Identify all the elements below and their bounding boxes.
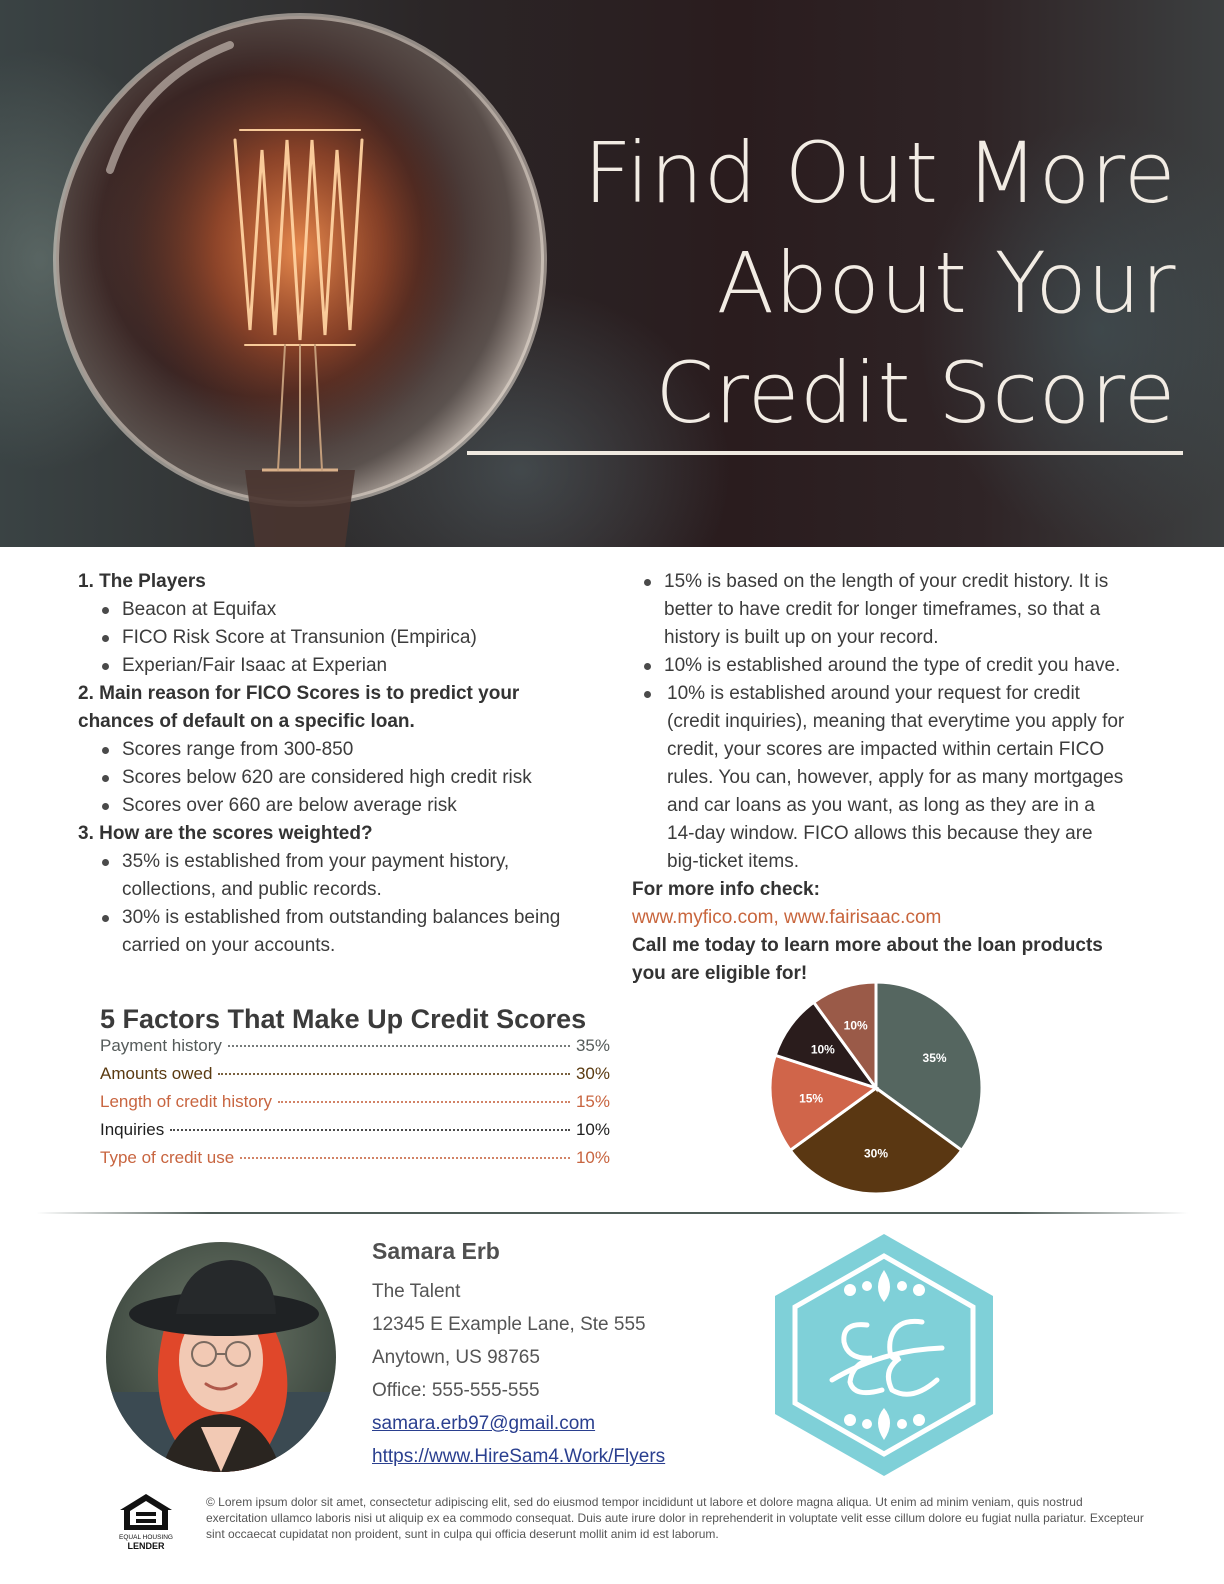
cta-line: you are eligible for! [632, 963, 808, 984]
list-item: Experian/Fair Isaac at Experian [78, 652, 618, 680]
equal-housing-lender-icon [116, 1492, 176, 1552]
pie-slice-label: 35% [922, 1051, 947, 1066]
hero-title [476, 118, 1176, 448]
scores-list [78, 736, 618, 820]
list-item-line: rules. You can, however, apply for as many mortgages [667, 767, 1124, 788]
list-item: Scores over 660 are below average risk [78, 792, 618, 820]
contact-address-line2: Anytown, US 98765 [372, 1347, 540, 1368]
factor-label: Length of credit history [100, 1092, 272, 1111]
list-item-line: 10% is established around your request for credit [667, 683, 1080, 704]
factor-row [100, 1092, 610, 1120]
list-item [78, 848, 618, 904]
factor-value: 10% [575, 1120, 610, 1139]
pie-slice-label: 10% [810, 1042, 835, 1057]
hero-title-line: Credit Score [655, 344, 1176, 442]
list-item-line: 10% is established around the type of credit you have. [664, 655, 1121, 676]
factor-row [100, 1064, 610, 1092]
list-item [632, 652, 1162, 680]
contact-name: Samara Erb [372, 1238, 500, 1264]
pie-slice-label: 15% [799, 1091, 824, 1106]
list-item-line: carried on your accounts. [122, 935, 336, 956]
leader-dots [228, 1045, 570, 1047]
list-item-line: history is built up on your record. [664, 627, 939, 648]
list-item [78, 904, 618, 960]
contact-title: The Talent [372, 1281, 461, 1302]
pie-slice-label: 10% [843, 1018, 868, 1033]
eho-text-line2: LENDER [127, 1541, 165, 1551]
list-item-line: credit, your scores are impacted within certain FICO [667, 739, 1105, 760]
section-heading-weighting: 3. How are the scores weighted? [78, 823, 373, 844]
weighting-list-continued [632, 568, 1162, 876]
list-item-line: and car loans as you want, as long as they are in a [667, 795, 1095, 816]
list-item: Beacon at Equifax [78, 596, 618, 624]
weighting-list [78, 848, 618, 960]
list-item: FICO Risk Score at Transunion (Empirica) [78, 624, 618, 652]
info-links[interactable]: www.myfico.com, www.fairisaac.com [632, 907, 942, 928]
list-item-line: 14-day window. FICO allows this because they are [667, 823, 1093, 844]
factor-label: Inquiries [100, 1120, 165, 1139]
credit-factors-pie-chart [766, 978, 986, 1198]
avatar [106, 1242, 336, 1472]
info-heading: For more info check: [632, 879, 820, 900]
pie-slice-label: 30% [863, 1146, 889, 1161]
list-item-line: 35% is established from your payment history, [122, 851, 510, 872]
section-heading-main-reason [78, 680, 618, 736]
right-column [632, 568, 1162, 988]
leader-dots [170, 1129, 570, 1131]
factors-table [100, 1036, 610, 1176]
factor-label: Amounts owed [100, 1064, 213, 1083]
leader-dots [278, 1101, 570, 1103]
factor-label: Type of credit use [100, 1148, 235, 1167]
hero-banner [0, 0, 1224, 547]
factor-value: 15% [575, 1092, 610, 1111]
eho-text-line1: EQUAL HOUSING [119, 1534, 173, 1541]
players-list [78, 596, 618, 680]
factor-value: 30% [575, 1064, 610, 1083]
leader-dots [240, 1157, 570, 1159]
list-item: Scores below 620 are considered high credit risk [78, 764, 618, 792]
contact-office-phone: Office: 555-555-555 [372, 1380, 540, 1401]
cta-line: Call me today to learn more about the loan products [632, 935, 1103, 956]
factor-row [100, 1036, 610, 1064]
left-column [78, 568, 618, 960]
contact-address-line1: 12345 E Example Lane, Ste 555 [372, 1314, 646, 1335]
hero-divider [467, 451, 1183, 455]
factor-row [100, 1148, 610, 1176]
heading-line: chances of default on a specific loan. [78, 711, 415, 732]
list-item: Scores range from 300-850 [78, 736, 618, 764]
contact-website-link[interactable]: https://www.HireSam4.Work/Flyers [372, 1446, 666, 1467]
contact-card [372, 1238, 665, 1473]
list-item-line: (credit inquiries), meaning that everytime you apply for [667, 711, 1125, 732]
section-divider [36, 1212, 1188, 1214]
section-heading-players: 1. The Players [78, 571, 206, 592]
hero-title-line: About Your [716, 234, 1176, 332]
monogram-logo [772, 1230, 997, 1480]
list-item-line: 15% is based on the length of your credit history. It is [664, 571, 1109, 592]
factor-label: Payment history [100, 1036, 222, 1055]
factor-row [100, 1120, 610, 1148]
leader-dots [218, 1073, 570, 1075]
factor-value: 35% [575, 1036, 610, 1055]
list-item-line: big-ticket items. [667, 851, 799, 872]
legal-disclaimer: © Lorem ipsum dolor sit amet, consectetur adipiscing elit, sed do eiusmod tempor incididunt ut labore et dolore magna aliqua. Ut enim ad minim veniam, quis nostrud exercitation ullamco laboris nisi ut aliquip ex ea commodo consequat. Duis aute irure dolor in reprehenderit in voluptate velit esse cillum dolore eu fugiat nulla pariatur. Excepteur sint occaecat cupidatat non proident, sunt in culpa qui officia deserunt mollit anim id est laborum. [206, 1495, 1144, 1541]
list-item-line: better to have credit for longer timeframes, so that a [664, 599, 1101, 620]
heading-line: 2. Main reason for FICO Scores is to predict your [78, 683, 520, 704]
factors-title: 5 Factors That Make Up Credit Scores [100, 1004, 587, 1034]
list-item [632, 568, 1162, 652]
factor-value: 10% [575, 1148, 610, 1167]
hero-title-line: Find Out More [583, 124, 1176, 222]
contact-email-link[interactable]: samara.erb97@gmail.com [372, 1413, 596, 1434]
list-item [632, 680, 1162, 876]
list-item-line: collections, and public records. [122, 879, 382, 900]
list-item-line: 30% is established from outstanding balances being [122, 907, 561, 928]
